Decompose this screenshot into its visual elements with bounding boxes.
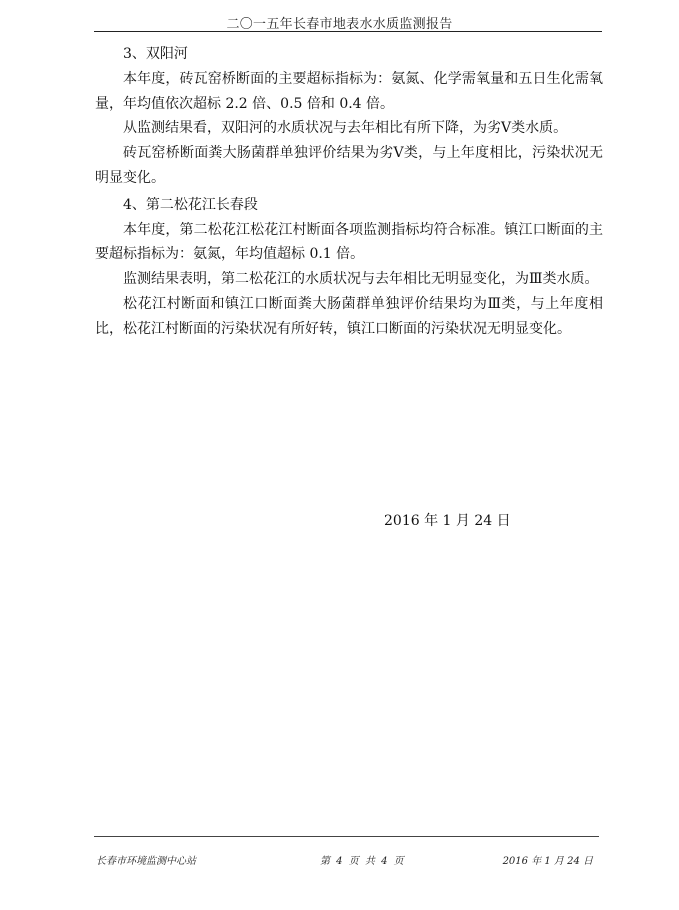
footer-date: 2016 年 1 月 24 日 (502, 856, 593, 867)
page-footer (94, 852, 599, 868)
footer-page-number: 第 4 页 共 4 页 (320, 856, 404, 867)
paragraph: 本年度，砖瓦窑桥断面的主要超标指标为：氨氮、化学需氧量和五日生化需氧量，年均值依次超标 2.2 倍、0.5 倍和 0.4 倍。 (95, 70, 603, 112)
report-date: 2016 年 1 月 24 日 (384, 513, 511, 529)
footer-divider (94, 836, 599, 837)
section-heading-songhua: 4、第二松花江长春段 (123, 196, 258, 213)
report-header-title: 二〇一五年长春市地表水水质监测报告 (226, 17, 453, 32)
paragraph: 砖瓦窑桥断面粪大肠菌群单独评价结果为劣Ⅴ类，与上年度相比，污染状况无明显变化。 (95, 145, 603, 186)
header-divider (94, 31, 602, 32)
report-body (95, 40, 603, 342)
paragraph: 监测结果表明，第二松花江的水质状况与去年相比无明显变化，为Ⅲ类水质。 (123, 271, 599, 288)
footer-organization: 长春市环境监测中心站 (96, 856, 196, 867)
paragraph: 松花江村断面和镇江口断面粪大肠菌群单独评价结果均为Ⅲ类，与上年度相比，松花江村断面的污染状况有所好转，镇江口断面的污染状况无明显变化。 (95, 295, 603, 337)
section-heading-shuangyang: 3、双阳河 (123, 46, 188, 62)
paragraph: 本年度，第二松花江松花江村断面各项监测指标均符合标准。镇江口断面的主要超标指标为：氨氮，年均值超标 0.1 倍。 (95, 221, 603, 263)
paragraph: 从监测结果看，双阳河的水质状况与去年相比有所下降，为劣Ⅴ类水质。 (123, 120, 568, 137)
